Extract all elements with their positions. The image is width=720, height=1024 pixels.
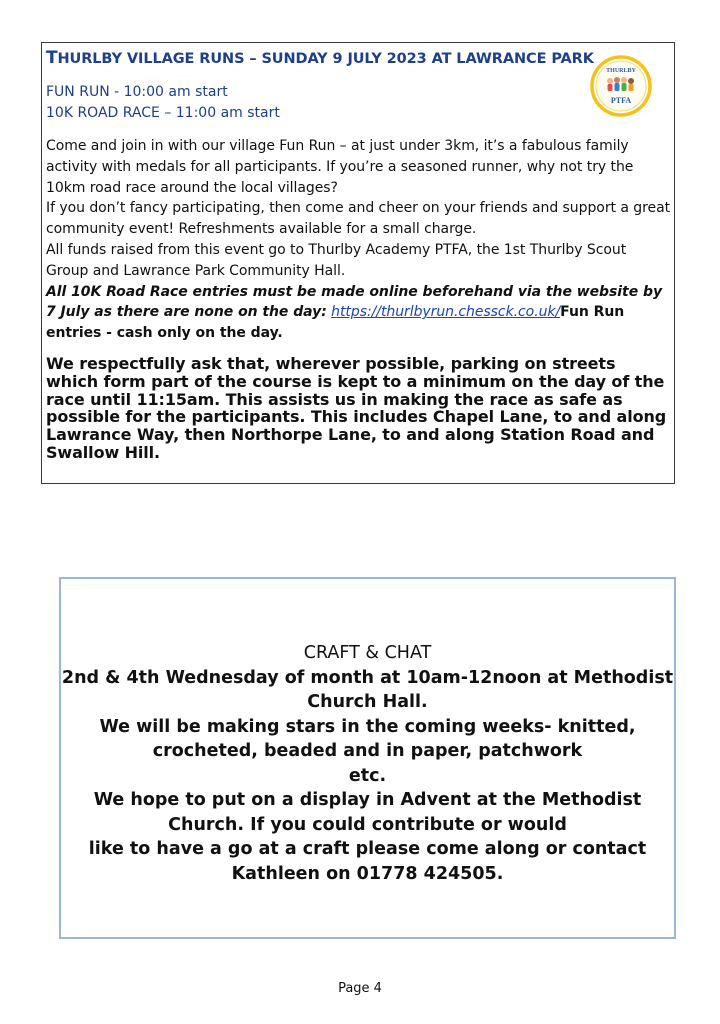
page-number: Page 4 [338,981,382,996]
craft-line: We hope to put on a display in Advent at the Methodist [93,790,642,810]
intro-paragraph: Come and join in with our village Fun Run – at just under 3km, it’s a fabulous family activity with medals for all participants. If you’re a seasoned runner, why not try the 10km road race around the local villages? [46,138,634,196]
village-runs-notice [41,42,675,484]
craft-heading: CRAFT & CHAT [303,643,432,663]
entries-paragraph [46,282,672,344]
title-text: HURLBY VILLAGE RUNS – SUNDAY 9 JULY 2023 AT LAWRANCE PARK [57,51,594,67]
craft-line: Church Hall. [307,692,428,712]
fun-run-entries-note: Fun Run entries - cash only on the day. [46,304,625,342]
cheer-paragraph: If you don’t fancy participating, then come and cheer on your friends and support a great community event! Refreshments available for a small charge. [46,200,671,238]
notice-title [46,48,674,69]
logo-top-text: THURLBY [606,68,636,74]
race-times [46,82,674,124]
notice-body [46,136,674,344]
craft-line: Kathleen on 01778 424505. [231,863,504,884]
craft-line: etc. [348,765,387,786]
craft-chat-notice [59,577,676,939]
craft-line: We will be making stars in the coming weeks- knitted, [99,716,636,737]
logo-bottom-text: PTFA [610,96,632,105]
fun-run-time: FUN RUN - 10:00 am start [46,84,228,100]
craft-line: Church. If you could contribute or would [168,814,567,835]
title-initial: T [46,48,58,68]
website-link[interactable]: https://thurlbyrun.chessck.co.uk/ [331,304,561,321]
ptfa-children-logo-icon [590,55,652,117]
parking-notice: We respectfully ask that, wherever possible, parking on streets which form part of the course is kept to a minimum on the day of the race until 11:15am. This assists us in making the race as safe as possible for the participants. This includes Chapel Lane, to and along Lawrance Way, then Northorpe Lane, to and along Station Road and Swallow Hill. [46,353,667,462]
funds-paragraph: All funds raised from this event go to Thurlby Academy PTFA, the 1st Thurlby Scout Group and Lawrance Park Community Hall. [46,241,627,279]
road-race-time: 10K ROAD RACE – 11:00 am start [46,105,280,121]
craft-line: like to have a go at a craft please come along or contact [88,839,647,859]
craft-line: 2nd & 4th Wednesday of month at 10am-12noon at Methodist [61,667,674,688]
entries-note: All 10K Road Race entries must be made online beforehand via the website by 7 July as there are none on the day: [46,283,663,321]
craft-line: crocheted, beaded and in paper, patchwork [152,741,583,761]
